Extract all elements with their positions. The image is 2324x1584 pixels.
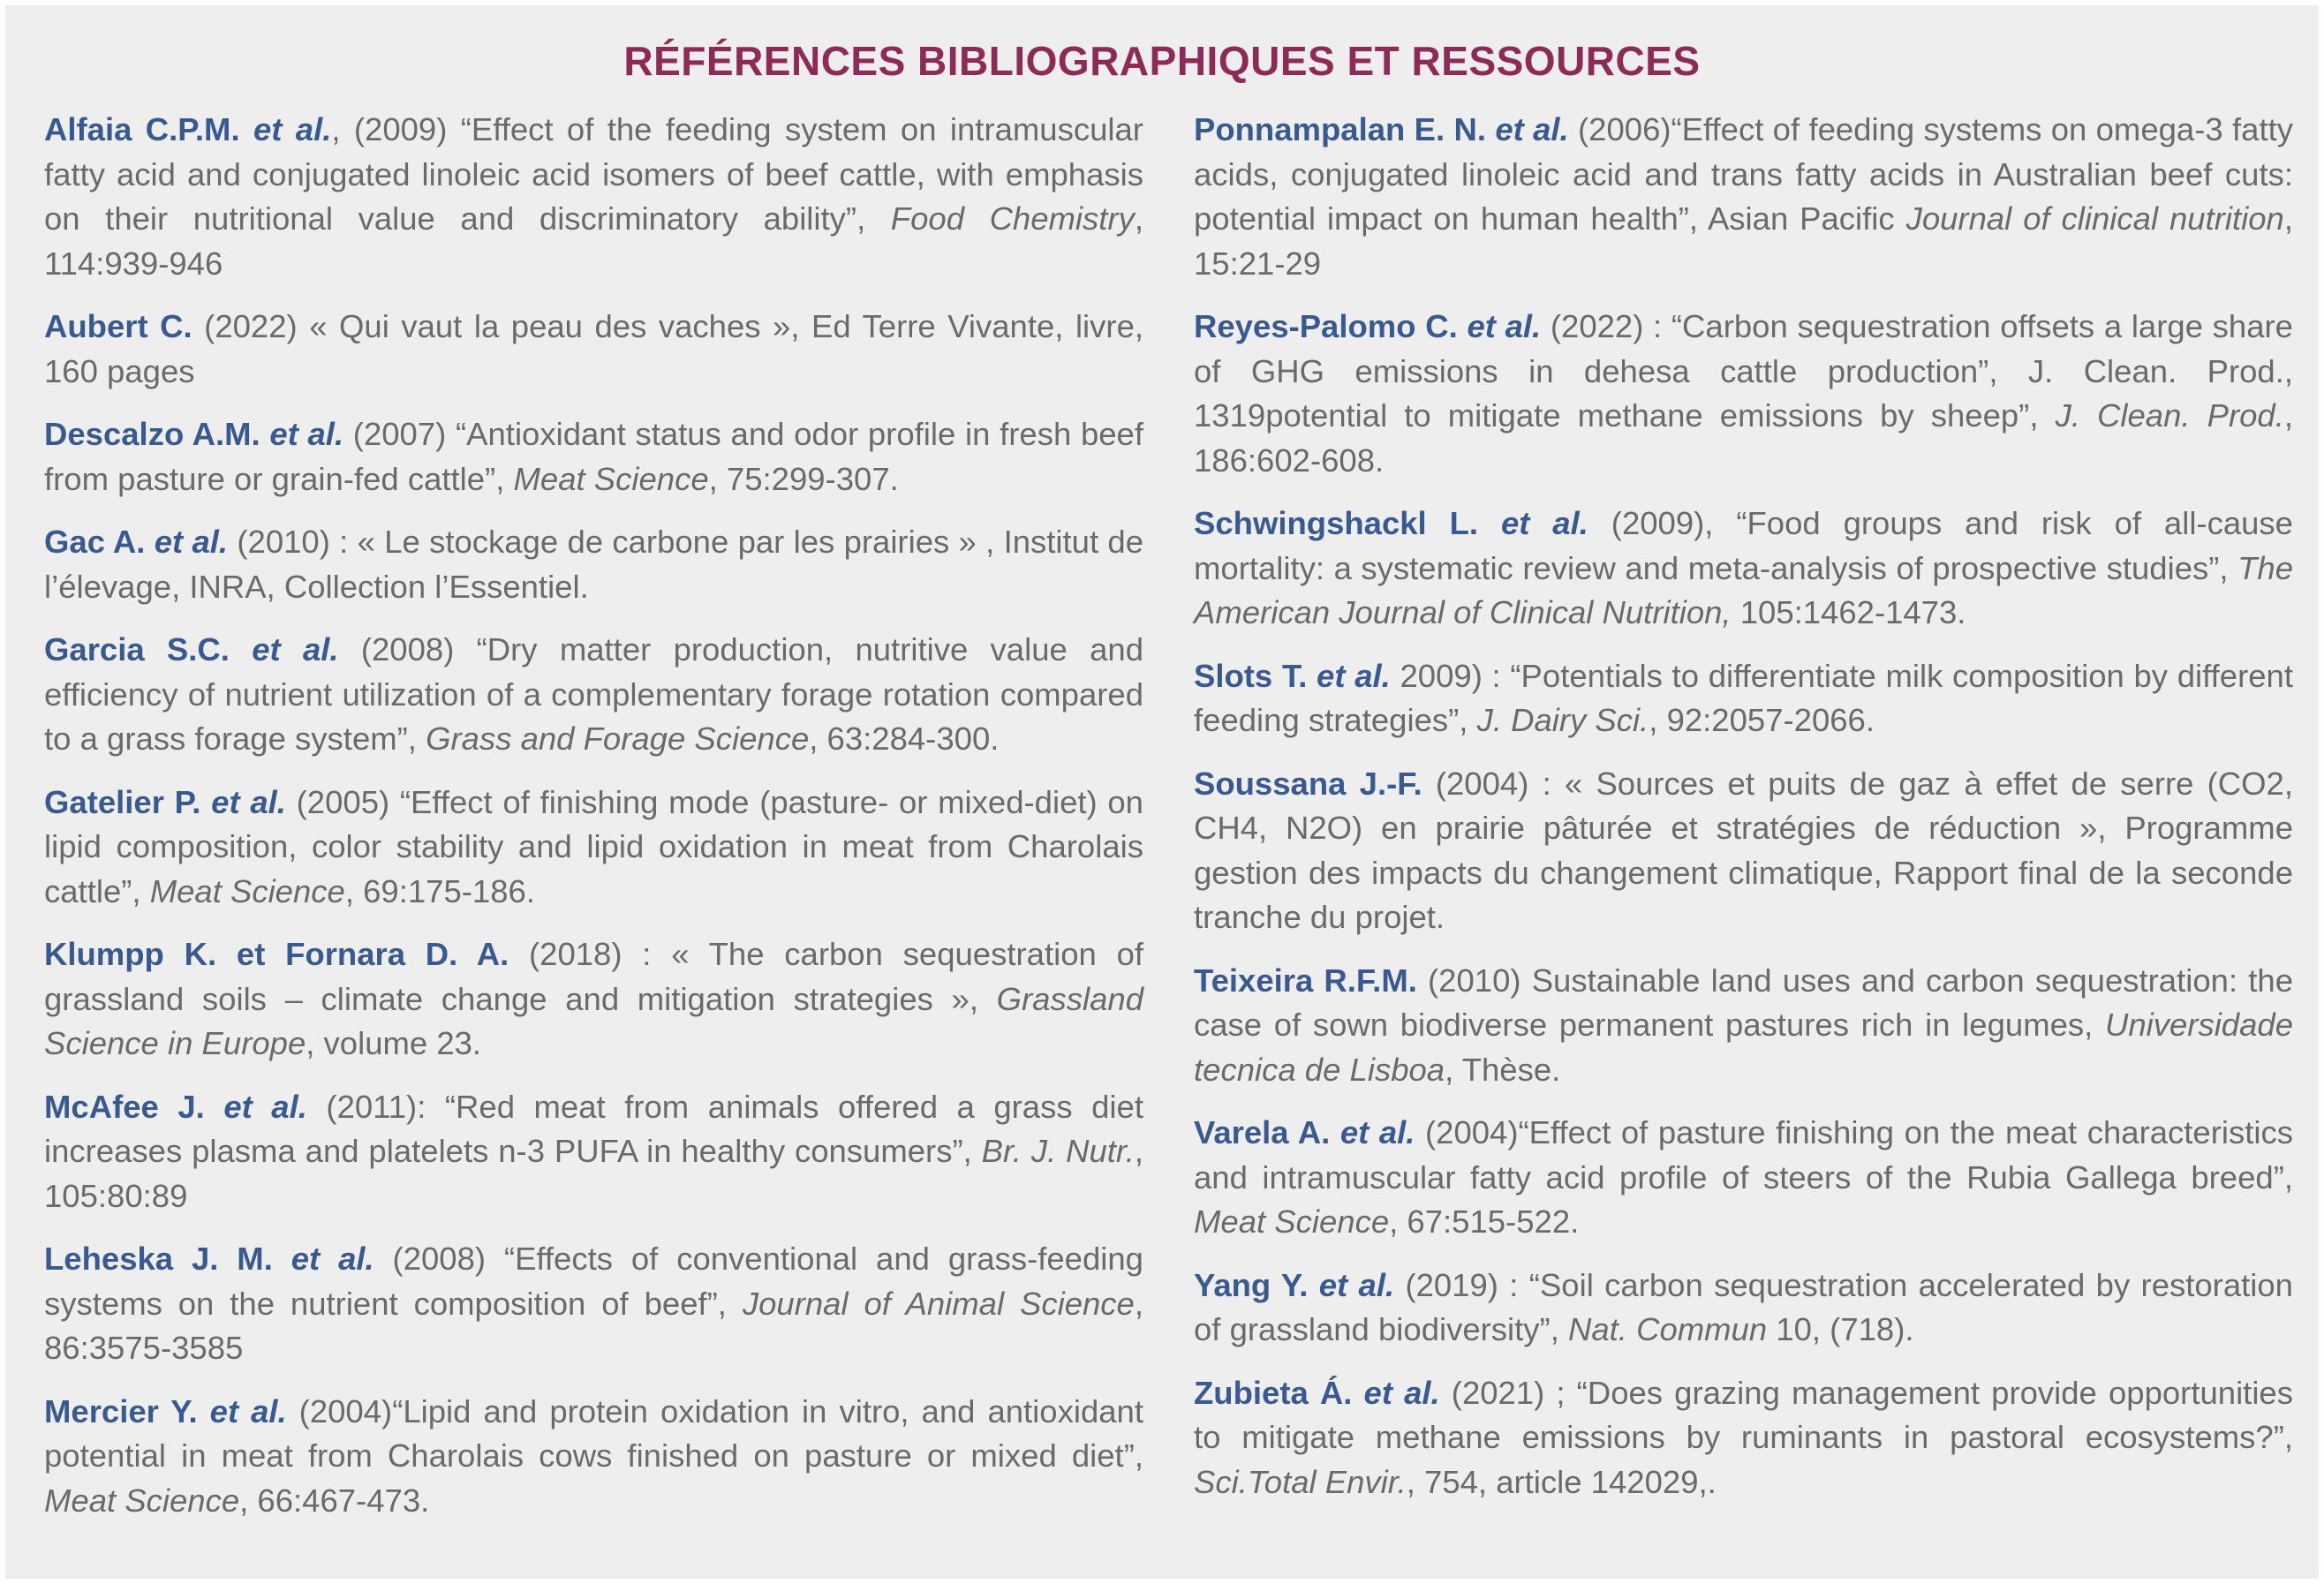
- reference-journal: Nat. Commun: [1568, 1311, 1768, 1347]
- reference-entry: [44, 305, 1143, 394]
- reference-text: (2008) “Dry matter production, nutritive value and efficiency of nutrient utilization of a complementary forage rotation compared to a grass forage system”,: [44, 631, 1143, 757]
- reference-entry: [1194, 1111, 2293, 1245]
- reference-author: Varela A. et al.: [1194, 1114, 1415, 1150]
- reference-text: (2011): “Red meat from animals offered a grass diet increases plasma and platelets n-3 PUFA in healthy consumers”,: [44, 1088, 1143, 1169]
- reference-journal: The American Journal of Clinical Nutrition,: [1194, 549, 2293, 630]
- reference-details: , volume 23.: [306, 1025, 482, 1061]
- et-al: et al.: [154, 524, 229, 560]
- reference-entry: [44, 781, 1143, 915]
- reference-text: (2010) Sustainable land uses and carbon sequestration: the case of sown biodiverse permanent pastures rich in legumes,: [1194, 962, 2293, 1043]
- et-al: et al.: [269, 416, 344, 452]
- reference-text: (2018) : « The carbon sequestration of grassland soils – climate change and mitigation strategies »,: [44, 936, 1144, 1017]
- reference-details: 10, (718).: [1767, 1311, 1914, 1347]
- reference-journal: Meat Science: [149, 872, 345, 909]
- reference-details: , 75:299-307.: [708, 460, 899, 497]
- reference-details: , 186:602-608.: [1194, 397, 2294, 479]
- reference-author: Schwingshackl L. et al.: [1194, 505, 1588, 541]
- reference-entry: [44, 520, 1143, 609]
- reference-entry: [44, 1085, 1143, 1219]
- reference-details: , 114:939-946: [44, 200, 1143, 282]
- reference-text: 2009) : “Potentials to differentiate milk composition by different feeding strategies”,: [1194, 657, 2293, 738]
- reference-text: (2022) : “Carbon sequestration offsets a large share of GHG emissions in dehesa cattle production”, J. Clean. Prod., 1319potential to mitigate methane emissions by sheep”,: [1194, 308, 2293, 434]
- reference-author: Leheska J. M. et al.: [44, 1241, 374, 1277]
- reference-entry: [44, 628, 1143, 762]
- reference-entry: [44, 1390, 1143, 1524]
- reference-author: Slots T. et al.: [1194, 657, 1391, 694]
- reference-entry: [1194, 959, 2293, 1093]
- reference-journal: Meat Science: [44, 1482, 240, 1519]
- reference-author: McAfee J. et al.: [44, 1088, 307, 1125]
- reference-text: (2009), “Food groups and risk of all-cause mortality: a systematic review and meta-analysis of prospective studies”,: [1194, 505, 2293, 586]
- et-al: et al.: [1318, 1266, 1395, 1303]
- et-al: et al.: [1467, 308, 1542, 344]
- reference-author: Gatelier P. et al.: [44, 783, 286, 820]
- reference-journal: Universidade tecnica de Lisboa: [1194, 1007, 2293, 1088]
- left-column: [44, 108, 1143, 1542]
- reference-journal: Sci.Total Envir.: [1194, 1463, 1407, 1500]
- et-al: et al.: [211, 783, 286, 820]
- reference-details: , 67:515-522.: [1389, 1203, 1580, 1240]
- reference-journal: Journal of Animal Science: [742, 1285, 1135, 1322]
- reference-entry: [1194, 108, 2293, 286]
- reference-details: , 66:467-473.: [239, 1482, 430, 1519]
- reference-entry: [1194, 654, 2293, 743]
- reference-entry: [1194, 762, 2293, 940]
- reference-text: (2008) “Effects of conventional and grass-feeding systems on the nutrient composition of beef”,: [44, 1241, 1143, 1322]
- reference-journal: J. Dairy Sci.: [1476, 702, 1649, 738]
- reference-journal: Grassland Science in Europe: [44, 980, 1143, 1061]
- page-title: RÉFÉRENCES BIBLIOGRAPHIQUES ET RESSOURCES: [623, 38, 1701, 84]
- reference-author: Soussana J.-F.: [1194, 765, 1422, 802]
- reference-journal: Grass and Forage Science: [426, 720, 810, 757]
- reference-journal: Meat Science: [513, 460, 709, 497]
- reference-text: (2010) : « Le stockage de carbone par les prairies » , Institut de l’élevage, INRA, Collection l’Essentiel.: [44, 524, 1143, 605]
- et-al: et al.: [209, 1392, 287, 1429]
- reference-author: Aubert C.: [44, 308, 192, 344]
- reference-text: (2021) ; “Does grazing management provide opportunities to mitigate methane emissions by ruminants in pastoral ecosystems?”,: [1194, 1374, 2293, 1455]
- reference-details: 105:1462-1473.: [1731, 594, 1966, 630]
- et-al: et al.: [1500, 505, 1588, 541]
- reference-details: , 86:3575-3585: [44, 1285, 1143, 1366]
- et-al: et al.: [1363, 1374, 1440, 1411]
- reference-details: , 15:21-29: [1194, 200, 2293, 282]
- reference-author: Teixeira R.F.M.: [1194, 962, 1417, 999]
- et-al: et al.: [252, 631, 339, 668]
- et-al: et al.: [1317, 657, 1391, 694]
- reference-entry: [44, 108, 1143, 286]
- reference-text: (2005) “Effect of finishing mode (pasture- or mixed-diet) on lipid composition, color stability and lipid oxidation in meat from Charolais cattle”,: [44, 783, 1143, 909]
- reference-text: (2004)“Lipid and protein oxidation in vitro, and antioxidant potential in meat from Charolais cows finished on pasture or mixed diet”,: [44, 1392, 1143, 1474]
- reference-entry: [1194, 502, 2293, 636]
- reference-author: Gac A. et al.: [44, 524, 229, 560]
- reference-details: , 63:284-300.: [809, 720, 1000, 757]
- reference-details: , 69:175-186.: [344, 872, 535, 909]
- reference-author: Ponnampalan E. N. et al.: [1194, 111, 1569, 147]
- reference-text: (2007) “Antioxidant status and odor profile in fresh beef from pasture or grain-fed cattle”,: [44, 416, 1143, 497]
- reference-entry: [1194, 1371, 2293, 1505]
- reference-journal: Food Chemistry: [890, 200, 1135, 237]
- reference-details: , 105:80:89: [44, 1133, 1143, 1214]
- et-al: et al.: [223, 1088, 307, 1125]
- reference-entry: [44, 932, 1143, 1067]
- reference-author: Alfaia C.P.M. et al.: [44, 111, 332, 147]
- reference-journal: Br. J. Nutr.: [981, 1133, 1135, 1169]
- reference-author: Reyes-Palomo C. et al.: [1194, 308, 1542, 344]
- reference-entry: [44, 412, 1143, 502]
- reference-author: Klumpp K. et Fornara D. A.: [44, 936, 509, 972]
- reference-journal: Journal of clinical nutrition: [1905, 200, 2284, 237]
- reference-author: Zubieta Á. et al.: [1194, 1374, 1440, 1411]
- reference-text: (2006)“Effect of feeding systems on omega-3 fatty acids, conjugated linoleic acid and trans fatty acids in Australian beef cuts: potential impact on human health”, Asian Pacific: [1194, 111, 2293, 237]
- et-al: et al.: [253, 111, 332, 147]
- reference-journal: J. Clean. Prod.: [2055, 397, 2284, 434]
- reference-details: , Thèse.: [1445, 1051, 1561, 1088]
- right-column: [1194, 108, 2293, 1523]
- reference-entry: [1194, 1263, 2293, 1353]
- reference-details: , 754, article 142029,.: [1406, 1463, 1717, 1500]
- et-al: et al.: [290, 1241, 374, 1277]
- reference-details: , 92:2057-2066.: [1649, 702, 1875, 738]
- reference-author: Mercier Y. et al.: [44, 1392, 287, 1429]
- reference-entry: [44, 1237, 1143, 1371]
- reference-text: (2019) : “Soil carbon sequestration accelerated by restoration of grassland biodiversity”,: [1194, 1266, 2293, 1347]
- reference-journal: Meat Science: [1194, 1203, 1390, 1240]
- reference-text: (2004)“Effect of pasture finishing on the meat characteristics and intramuscular fatty acid profile of steers of the Rubia Gallega breed”,: [1194, 1114, 2293, 1196]
- reference-text: (2022) « Qui vaut la peau des vaches », Ed Terre Vivante, livre, 160 pages: [44, 308, 1144, 389]
- et-al: et al.: [1339, 1114, 1415, 1150]
- et-al: et al.: [1495, 111, 1569, 147]
- reference-author: Yang Y. et al.: [1194, 1266, 1395, 1303]
- references-page: [5, 5, 2319, 1579]
- reference-author: Descalzo A.M. et al.: [44, 416, 344, 452]
- reference-entry: [1194, 305, 2293, 483]
- reference-author: Garcia S.C. et al.: [44, 631, 339, 668]
- reference-text: , (2009) “Effect of the feeding system on intramuscular fatty acid and conjugated linoleic acid isomers of beef cattle, with emphasis on their nutritional value and discriminatory ability”,: [44, 111, 1143, 237]
- reference-text: (2004) : « Sources et puits de gaz à effet de serre (CO2, CH4, N2O) en prairie pâturée et stratégies de réduction », Programme gestion des impacts du changement climatique, Rapport final de la seconde tranche du projet.: [1194, 765, 2294, 935]
